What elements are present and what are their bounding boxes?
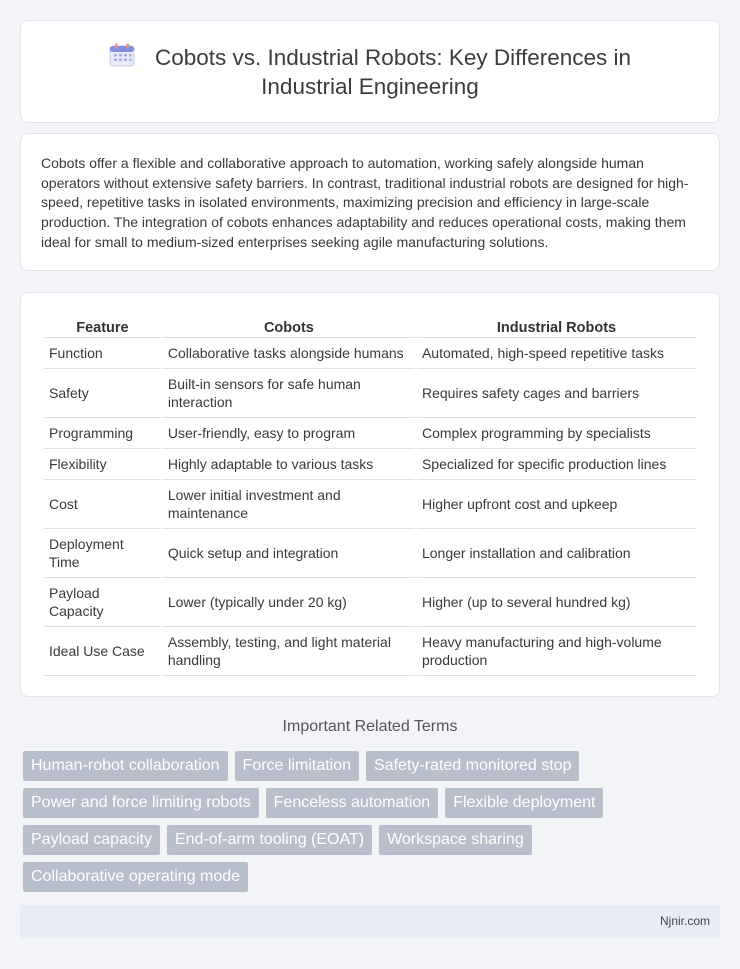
title-line-2: Industrial Engineering bbox=[261, 74, 479, 99]
header-industrial-robots: Industrial Robots bbox=[417, 315, 696, 338]
feature-cell: Flexibility bbox=[44, 449, 161, 480]
related-term-tag[interactable]: Power and force limiting robots bbox=[23, 788, 259, 818]
intro-card bbox=[20, 133, 720, 271]
feature-cell: Function bbox=[44, 338, 161, 369]
table-row bbox=[44, 627, 696, 676]
footer bbox=[20, 905, 720, 938]
table-row bbox=[44, 529, 696, 578]
cobots-cell: Quick setup and integration bbox=[163, 529, 415, 578]
feature-cell: Deployment Time bbox=[44, 529, 161, 578]
footer-site-link[interactable]: Njnir.com bbox=[659, 914, 710, 928]
related-term-tag[interactable]: Fenceless automation bbox=[266, 788, 439, 818]
feature-cell: Ideal Use Case bbox=[44, 627, 161, 676]
feature-cell: Payload Capacity bbox=[44, 578, 161, 627]
related-term-tag[interactable]: Collaborative operating mode bbox=[23, 862, 248, 892]
cobots-cell: Lower (typically under 20 kg) bbox=[163, 578, 415, 627]
cobots-cell: Highly adaptable to various tasks bbox=[163, 449, 415, 480]
related-term-tag[interactable]: Payload capacity bbox=[23, 825, 160, 855]
table-row bbox=[44, 369, 696, 418]
cobots-cell: User-friendly, easy to program bbox=[163, 418, 415, 449]
related-term-tag[interactable]: Human-robot collaboration bbox=[23, 751, 228, 781]
related-term-tag[interactable]: Flexible deployment bbox=[445, 788, 603, 818]
cobots-cell: Built-in sensors for safe human interaction bbox=[163, 369, 415, 418]
comparison-card bbox=[20, 292, 720, 697]
table-row bbox=[44, 338, 696, 369]
intro-paragraph: Cobots offer a flexible and collaborative approach to automation, working safely alongside human operators without extensive safety barriers. In contrast, traditional industrial robots are designed for high-speed, repetitive tasks in isolated environments, maximizing precision and efficiency in large-scale production. The integration of cobots enhances adaptability and reduces operational costs, making them ideal for small to medium-sized enterprises seeking agile manufacturing solutions. bbox=[41, 155, 689, 250]
related-term-tag[interactable]: End-of-arm tooling (EOAT) bbox=[167, 825, 372, 855]
title-line-1: Cobots vs. Industrial Robots: Key Differences in bbox=[154, 45, 632, 70]
calendar-icon bbox=[109, 43, 135, 67]
cobots-cell: Lower initial investment and maintenance bbox=[163, 480, 415, 529]
table-row bbox=[44, 418, 696, 449]
header-cobots: Cobots bbox=[163, 315, 415, 338]
industrial-cell: Heavy manufacturing and high-volume production bbox=[417, 627, 696, 676]
header-feature: Feature bbox=[44, 315, 161, 338]
industrial-cell: Specialized for specific production lines bbox=[417, 449, 696, 480]
related-terms-heading: Important Related Terms bbox=[282, 718, 458, 735]
industrial-cell: Higher (up to several hundred kg) bbox=[417, 578, 696, 627]
industrial-cell: Higher upfront cost and upkeep bbox=[417, 480, 696, 529]
related-term-tag[interactable]: Workspace sharing bbox=[379, 825, 532, 855]
table-header-row bbox=[44, 315, 696, 338]
table-row bbox=[44, 578, 696, 627]
industrial-cell: Automated, high-speed repetitive tasks bbox=[417, 338, 696, 369]
industrial-cell: Requires safety cages and barriers bbox=[417, 369, 696, 418]
feature-cell: Cost bbox=[44, 480, 161, 529]
industrial-cell: Longer installation and calibration bbox=[417, 529, 696, 578]
industrial-cell: Complex programming by specialists bbox=[417, 418, 696, 449]
table-row bbox=[44, 480, 696, 529]
cobots-cell: Collaborative tasks alongside humans bbox=[163, 338, 415, 369]
feature-cell: Safety bbox=[44, 369, 161, 418]
page-title bbox=[21, 43, 719, 101]
related-terms-list bbox=[23, 751, 713, 899]
table-row bbox=[44, 449, 696, 480]
feature-cell: Programming bbox=[44, 418, 161, 449]
title-card bbox=[20, 20, 720, 123]
related-term-tag[interactable]: Safety-rated monitored stop bbox=[366, 751, 579, 781]
cobots-cell: Assembly, testing, and light material handling bbox=[163, 627, 415, 676]
comparison-table bbox=[42, 315, 698, 676]
related-term-tag[interactable]: Force limitation bbox=[235, 751, 359, 781]
